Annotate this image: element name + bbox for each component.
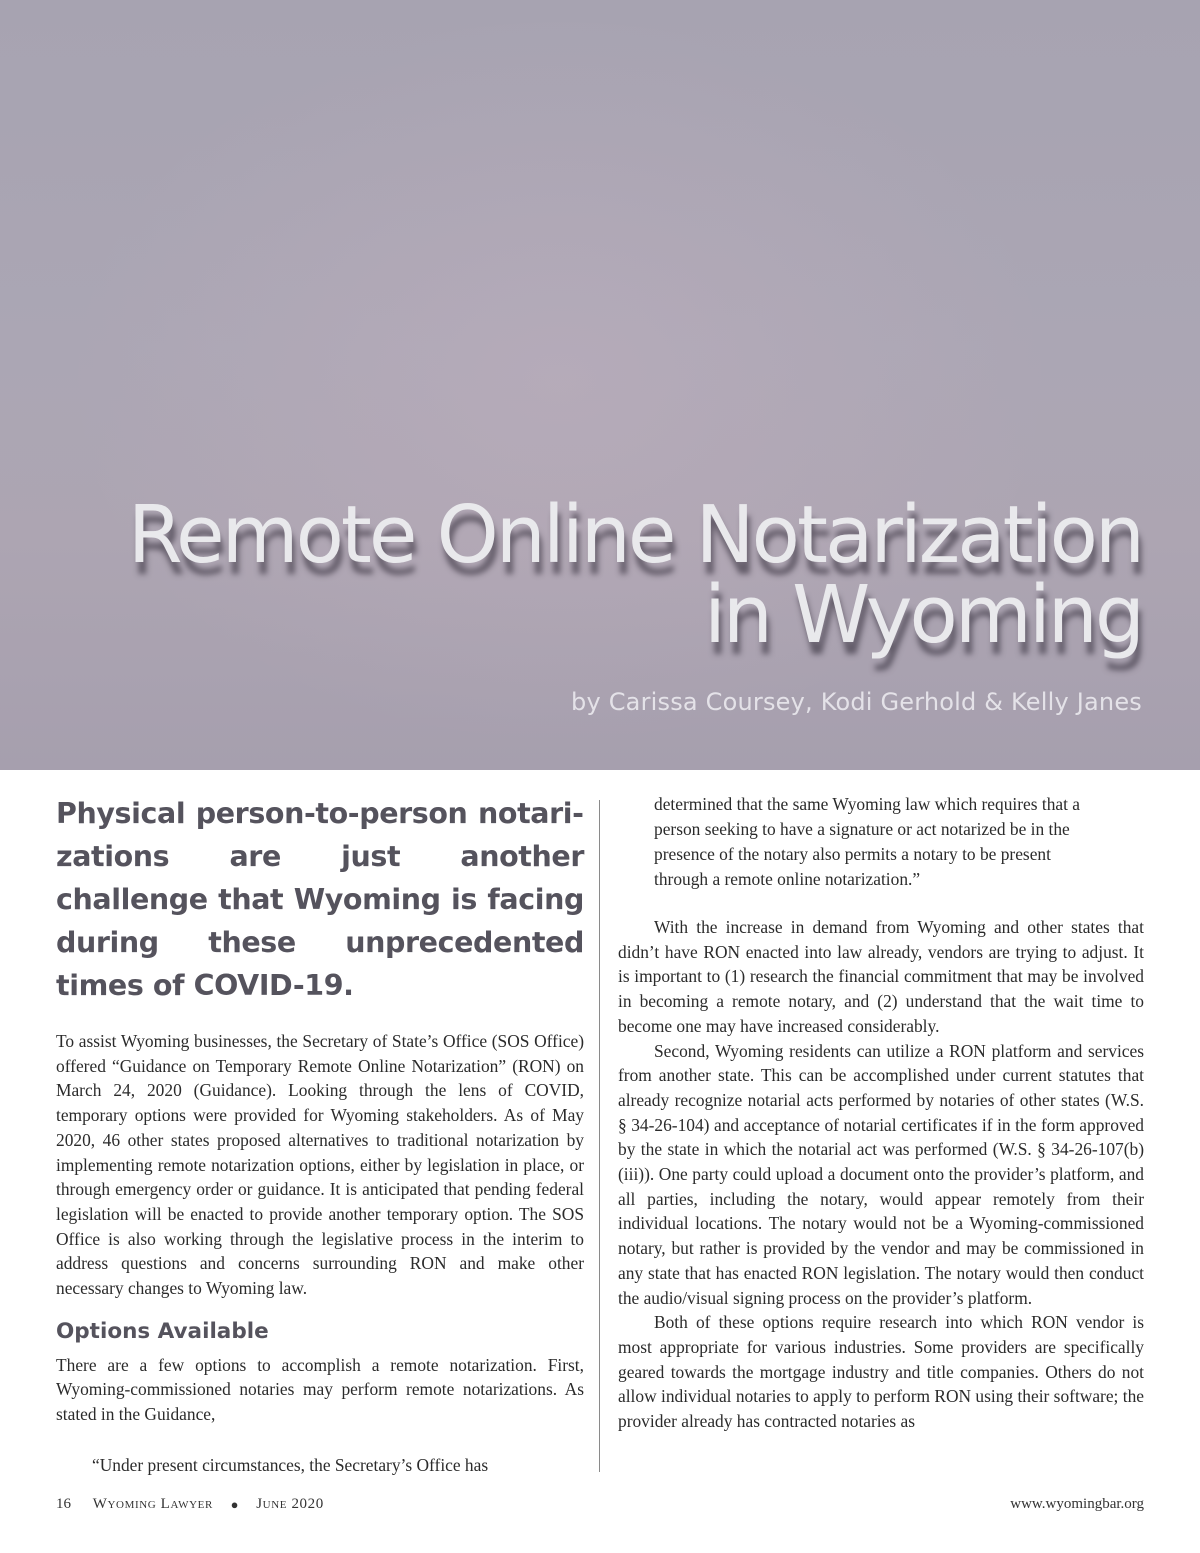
footer-left [56, 1496, 324, 1513]
title-line-1: Remote Online Notarization [127, 489, 1142, 581]
left-column [56, 792, 584, 1478]
byline: by Carissa Coursey, Kodi Gerhold & Kelly Janes [571, 688, 1142, 716]
publication-name: Wyoming Lawyer [92, 1496, 213, 1513]
intro-paragraph: To assist Wyoming businesses, the Secretary of State’s Office (SOS Office) offered “Guidance on Temporary Remote Online Notarization” (RON) on March 24, 2020 (Guidance). Looking through the lens of COVID, temporary options were provided for Wyoming stakeholders. As of May 2020, 46 other states proposed alternatives to traditional notarization by implementing remote notarization options, either by legislation in place, or through emergency order or guidance. It is anticipated that pending federal legislation will be enacted to provide another temporary option. The SOS Office is also working through the legislative process in the interim to address questions and concerns surrounding RON and make other necessary changes to Wyoming law. [56, 1031, 584, 1299]
hero-banner [0, 0, 1200, 770]
page-number: 16 [56, 1496, 71, 1513]
website-link[interactable]: www.wyomingbar.org [1010, 1496, 1144, 1512]
title-line-2: in Wyoming [703, 569, 1142, 661]
column-divider [599, 800, 600, 1472]
paragraph-research: Both of these options require research into which RON vendor is most appropriate for various industries. Some providers are specifically geared towards the mortgage industry and title companies. Others do not allow individual notaries to apply to perform RON using their software; the provider already has contracted notaries as [618, 1312, 1144, 1432]
quote-start: “Under present circumstances, the Secretary’s Office has [92, 1454, 489, 1475]
article-title [22, 489, 1142, 661]
bullet-separator-icon: ● [230, 1496, 239, 1512]
paragraph-vendors: With the increase in demand from Wyoming and other states that didn’t have RON enacted into law already, vendors are trying to adjust. It is important to (1) research the financial commitment that may be involved in becoming a remote notary, and (2) understand that the wait time to become one may have increased considerably. [618, 917, 1144, 1036]
deck-text: Physical person-to-person notarizations are just another challenge that Wyoming is facing during these unprecedented times of COVID-19. [56, 797, 584, 1002]
right-column [618, 792, 1144, 1434]
page-footer [56, 1496, 1144, 1520]
issue-date: June 2020 [256, 1496, 324, 1513]
quote-continued: determined that the same Wyoming law which requires that a person seeking to have a signature or act notarized be in the presence of the notary also permits a notary to be present through a remote online notarization.” [654, 794, 1081, 889]
section-heading-options: Options Available [56, 1318, 269, 1344]
paragraph-second-option: Second, Wyoming residents can utilize a RON platform and services from another state. This can be accomplished under current statutes that already recognize notarial acts performed by notaries of other states (W.S. § 34-26-104) and acceptance of notarial certificates if in the form approved by the state in which the notarial act was performed (W.S. § 34-26-107(b)(iii)). One party could upload a document onto the provider’s platform, and all parties, including the notary, would appear remotely from their individual locations. The notary would not be a Wyoming-commissioned notary, but rather is provided by the vendor and may be commissioned in any state that has enacted RON legislation. The notary would then conduct the audio/visual signing process on the provider’s platform. [618, 1040, 1144, 1308]
options-paragraph: There are a few options to accomplish a remote notarization. First, Wyoming-commissioned notaries may perform remote notarizations. As stated in the Guidance, [56, 1354, 584, 1425]
